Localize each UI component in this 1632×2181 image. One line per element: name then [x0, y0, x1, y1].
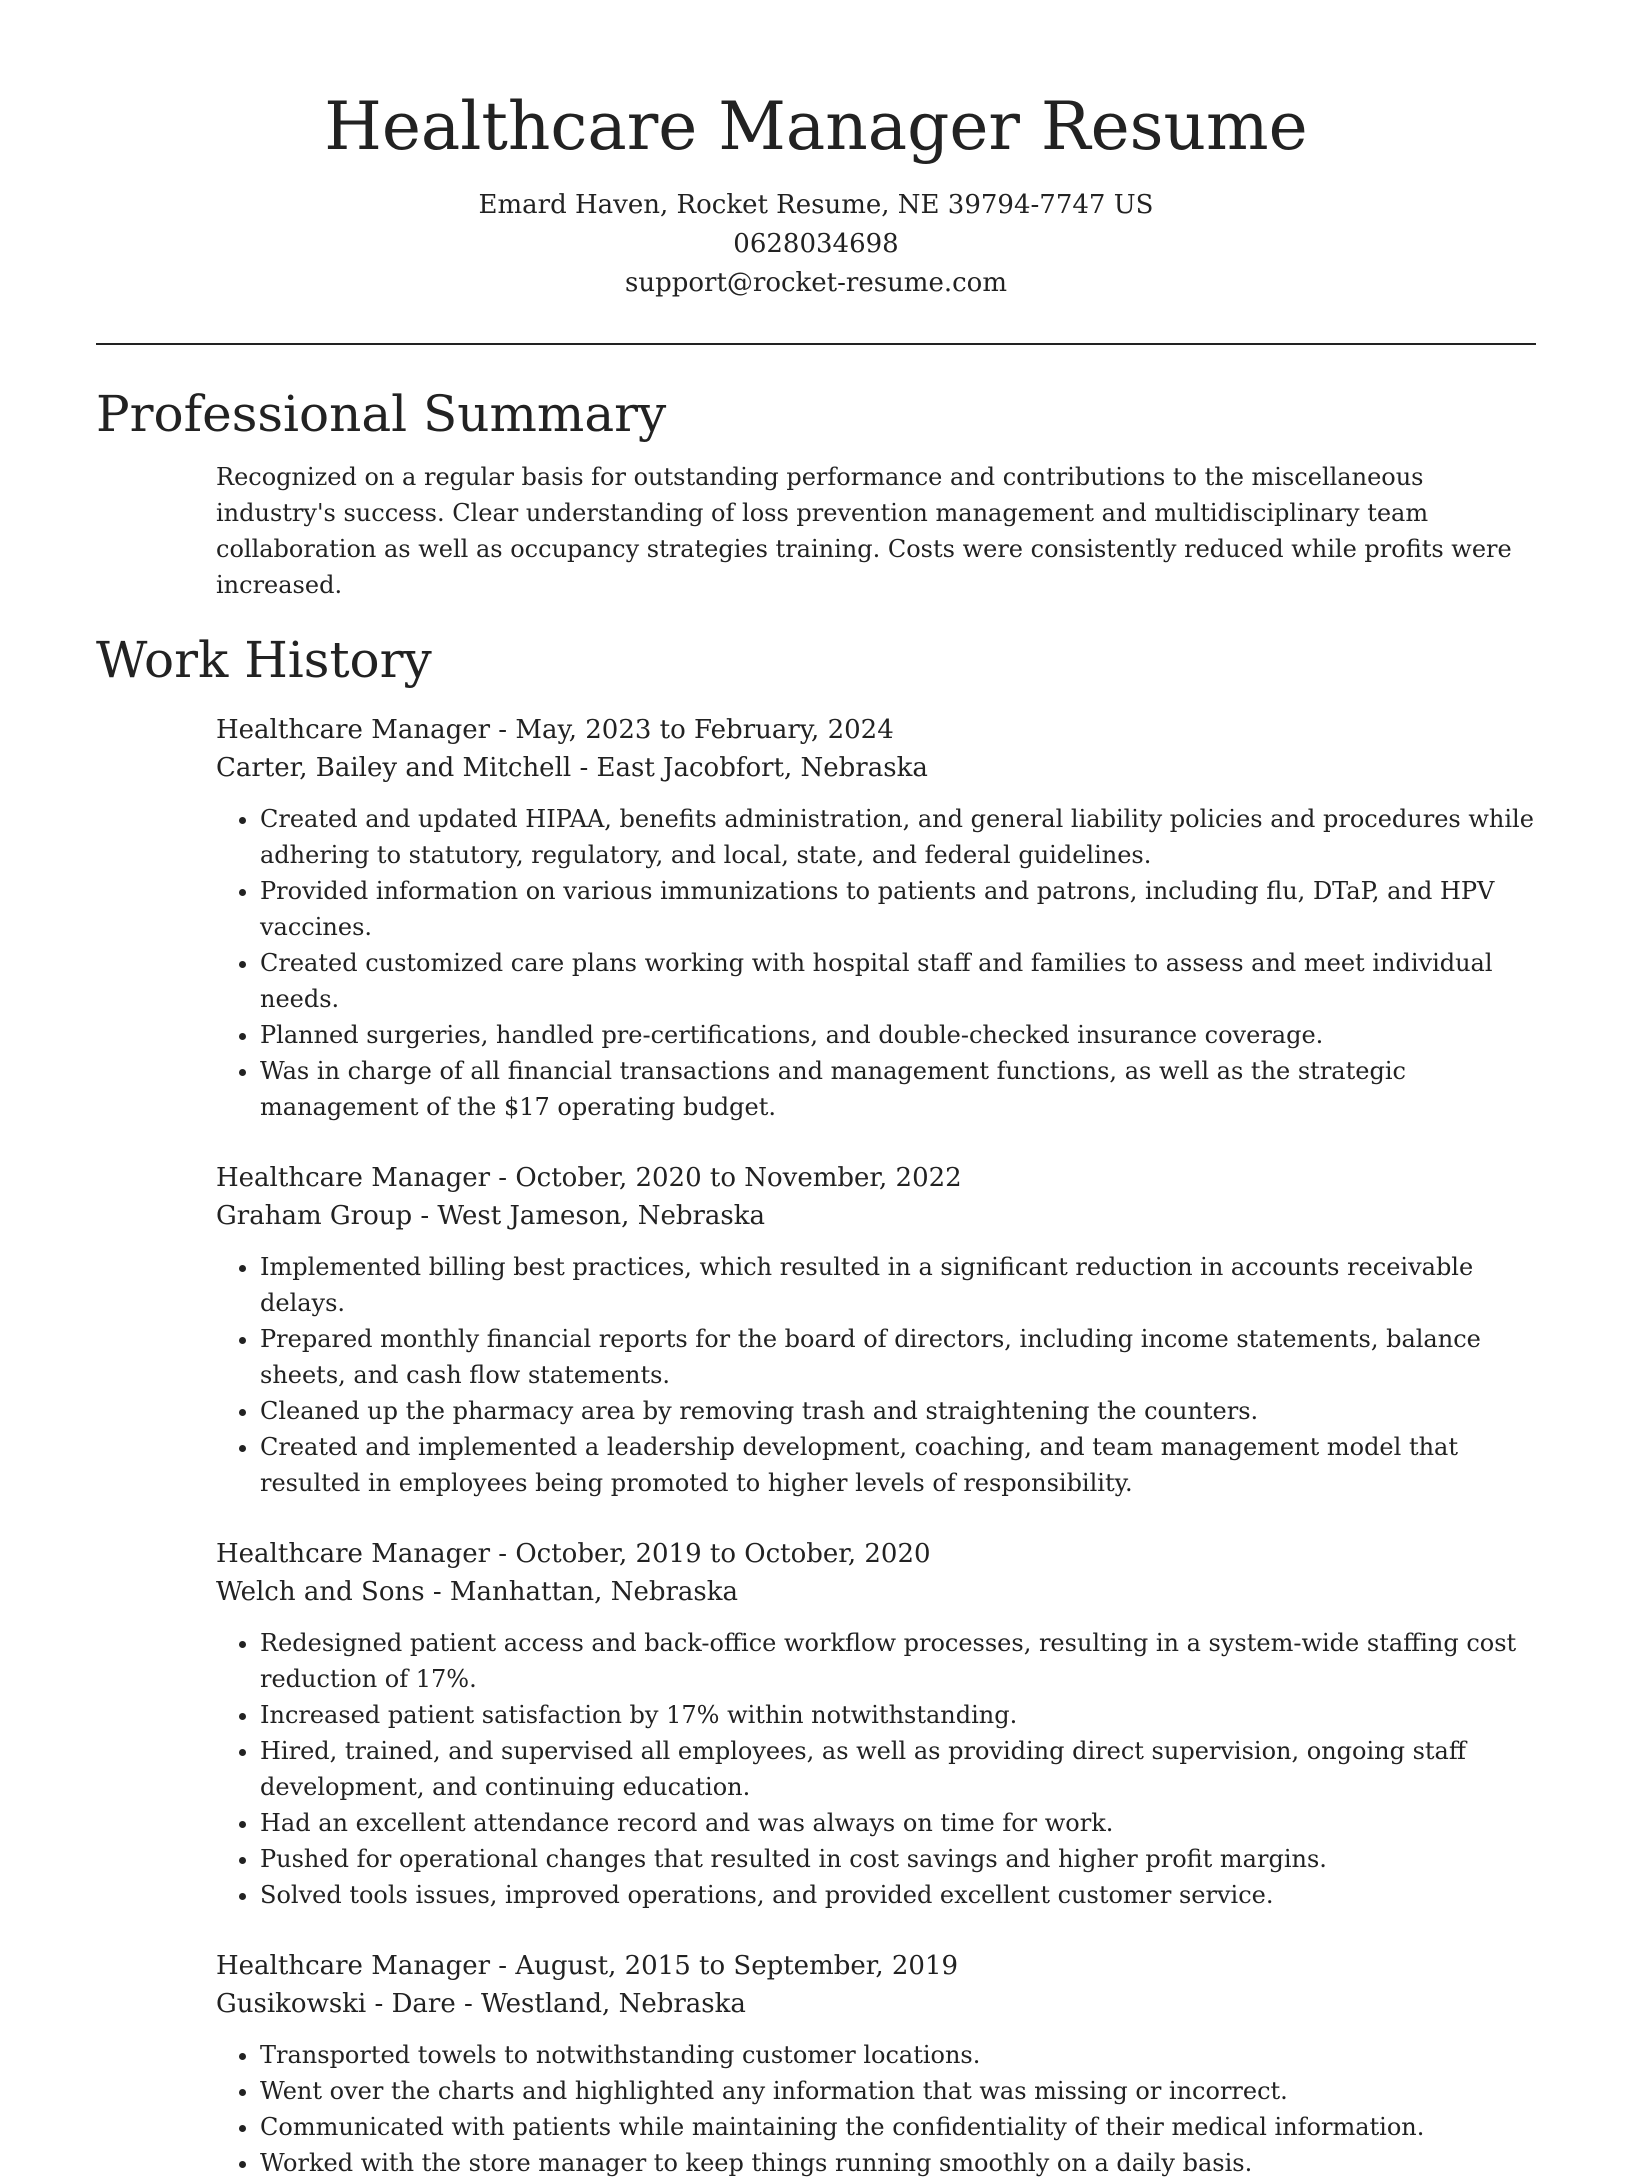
job-company-line — [216, 1197, 1536, 1235]
job-entry — [216, 1159, 1536, 1501]
list-item: • Worked with the store manager to keep things running smoothly on a daily basis. — [260, 2145, 1536, 2181]
list-item: • Increased patient satisfaction by 17% within notwithstanding. — [260, 1697, 1536, 1733]
list-item: • Implemented billing best practices, which resulted in a significant reduction in accounts receivable delays. — [260, 1249, 1536, 1321]
list-item: • Transported towels to notwithstanding customer locations. — [260, 2037, 1536, 2073]
job-location: - West Jameson, Nebraska — [412, 1201, 766, 1231]
job-dates: - May, 2023 to February, 2024 — [490, 715, 894, 745]
job-bullets — [216, 2037, 1536, 2181]
list-item: • Redesigned patient access and back-office workflow processes, resulting in a system-wide staffing cost reduction of 17%. — [260, 1625, 1536, 1697]
job-title-line — [216, 711, 1536, 749]
job-bullets — [216, 801, 1536, 1125]
job-company: Graham Group — [216, 1201, 413, 1231]
list-item: • Created customized care plans working with hospital staff and families to assess and meet individual needs. — [260, 945, 1536, 1017]
job-location: - Manhattan, Nebraska — [424, 1577, 739, 1607]
list-item: • Communicated with patients while maintaining the confidentiality of their medical information. — [260, 2109, 1536, 2145]
job-dates: - October, 2020 to November, 2022 — [490, 1163, 962, 1193]
resume-title: Healthcare Manager Resume — [324, 88, 1308, 165]
job-company-line — [216, 749, 1536, 787]
job-title-line — [216, 1535, 1536, 1573]
list-item: • Was in charge of all financial transactions and management functions, as well as the strategic management of the $17 operating budget. — [260, 1053, 1536, 1125]
job-title: Healthcare Manager — [216, 1539, 491, 1569]
job-bullets — [216, 1625, 1536, 1913]
job-dates: - August, 2015 to September, 2019 — [490, 1951, 959, 1981]
job-company: Welch and Sons — [216, 1577, 425, 1607]
job-title: Healthcare Manager — [216, 715, 491, 745]
job-dates: - October, 2019 to October, 2020 — [490, 1539, 931, 1569]
list-item: • Solved tools issues, improved operations, and provided excellent customer service. — [260, 1877, 1536, 1913]
summary-heading: Professional Summary — [96, 385, 667, 443]
job-location: - East Jacobfort, Nebraska — [571, 753, 928, 783]
contact-info — [96, 186, 1536, 303]
resume-page — [96, 0, 1536, 2181]
resume-header — [96, 0, 1536, 303]
job-company-line — [216, 1985, 1536, 2023]
contact-address: Emard Haven, Rocket Resume, NE 39794-7747 US — [478, 190, 1154, 220]
job-location: - Westland, Nebraska — [455, 1989, 746, 2019]
list-item: • Provided information on various immunizations to patients and patrons, including flu, DTaP, and HPV vaccines. — [260, 873, 1536, 945]
job-entry — [216, 1947, 1536, 2181]
job-title-line — [216, 1159, 1536, 1197]
job-title-line — [216, 1947, 1536, 1985]
job-company: Gusikowski - Dare — [216, 1989, 456, 2019]
work-history-heading: Work History — [96, 631, 432, 689]
contact-phone: 0628034698 — [733, 229, 899, 259]
list-item: • Hired, trained, and supervised all employees, as well as providing direct supervision, ongoing staff development, and continuing education. — [260, 1733, 1536, 1805]
list-item: • Pushed for operational changes that resulted in cost savings and higher profit margins. — [260, 1841, 1536, 1877]
job-entry — [216, 1535, 1536, 1913]
list-item: • Cleaned up the pharmacy area by removing trash and straightening the counters. — [260, 1393, 1536, 1429]
list-item: • Created and updated HIPAA, benefits administration, and general liability policies and procedures while adhering to statutory, regulatory, and local, state, and federal guidelines. — [260, 801, 1536, 873]
job-title: Healthcare Manager — [216, 1951, 491, 1981]
job-bullets — [216, 1249, 1536, 1501]
summary-text: Recognized on a regular basis for outstanding performance and contributions to the miscellaneous industry's success. Clear understanding of loss prevention management and multidisciplinary team collaboration as well as occupancy strategies training. Costs were consistently reduced while profits were increased. — [216, 463, 1512, 599]
job-title: Healthcare Manager — [216, 1163, 491, 1193]
list-item: • Created and implemented a leadership development, coaching, and team management model that resulted in employees being promoted to higher levels of responsibility. — [260, 1429, 1536, 1501]
job-company: Carter, Bailey and Mitchell — [216, 753, 572, 783]
list-item: • Prepared monthly financial reports for the board of directors, including income statements, balance sheets, and cash flow statements. — [260, 1321, 1536, 1393]
header-divider — [96, 343, 1536, 345]
list-item: • Had an excellent attendance record and was always on time for work. — [260, 1805, 1536, 1841]
contact-email: support@rocket-resume.com — [624, 268, 1007, 298]
list-item: • Planned surgeries, handled pre-certifications, and double-checked insurance coverage. — [260, 1017, 1536, 1053]
job-entry — [216, 711, 1536, 1125]
job-company-line — [216, 1573, 1536, 1611]
list-item: • Went over the charts and highlighted any information that was missing or incorrect. — [260, 2073, 1536, 2109]
